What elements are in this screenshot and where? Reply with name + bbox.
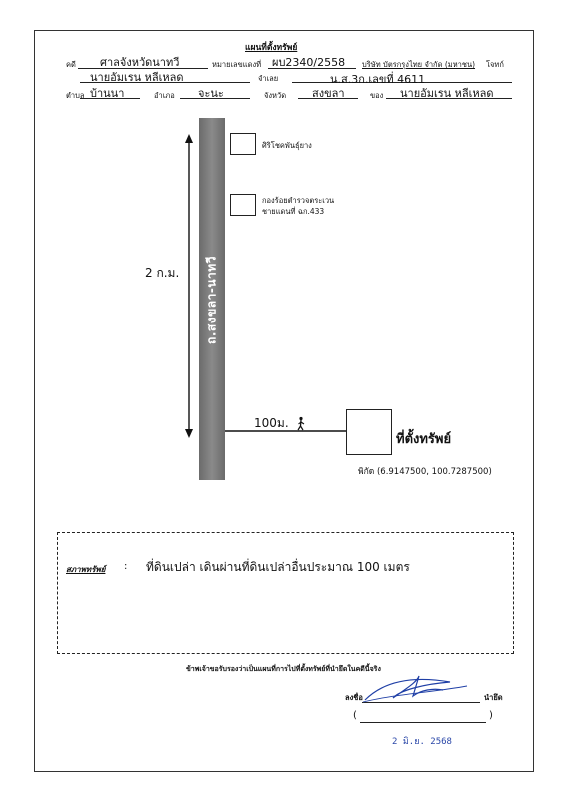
- certification-statement: ข้าพเจ้าขอรับรองว่าเป็นแผนที่การไปที่ตั้งทรัพย์ที่นำยึดในคดีนี้จริง: [186, 665, 381, 673]
- property-condition-colon: :: [124, 561, 128, 572]
- date-stamp: 2 มิ.ย. 2568: [392, 737, 452, 747]
- property-location-label: ที่ตั้งทรัพย์: [396, 432, 452, 447]
- role-label: นำยึด: [484, 693, 503, 702]
- coordinates-label: พิกัด (6.9147500, 100.7287500): [358, 467, 492, 477]
- owner: นายอัมเรน หลีเหลด: [400, 87, 494, 100]
- province: สงขลา: [312, 87, 345, 100]
- property-condition-label: สภาพทรัพย์: [66, 565, 106, 574]
- sign-label: ลงชื่อ: [345, 693, 363, 702]
- subdistrict-label: ตำบล: [66, 91, 85, 100]
- subdistrict: บ้านนา: [90, 87, 125, 100]
- open-paren: (: [353, 710, 357, 721]
- defendant-name: นายอัมเรน หลีเหลด: [90, 71, 184, 84]
- property-condition-text: ที่ดินเปล่า เดินผ่านที่ดินเปล่าอื่นประมาณ 100 เมตร: [146, 560, 410, 574]
- title-deed: น.ส.3ก.เลขที่ 4611: [330, 73, 426, 86]
- property-condition-box: [57, 532, 514, 654]
- document-title: แผนที่ตั้งทรัพย์: [245, 43, 298, 53]
- defendant-label: จำเลย: [258, 74, 279, 83]
- printed-name-line: [360, 722, 486, 723]
- plaintiff-name: บริษัท บัตรกรุงไทย จำกัด (มหาชน): [362, 60, 476, 69]
- province-label: จังหวัด: [264, 91, 287, 100]
- signature-icon: [355, 672, 485, 708]
- road-label: ถ.สงขลา-นาทวี: [204, 256, 219, 344]
- black-no: ผบ2340/2558: [272, 56, 346, 69]
- court-name: ศาลจังหวัดนาทวี: [100, 56, 180, 69]
- property-box: [346, 409, 392, 455]
- plaintiff-label: โจทก์: [486, 60, 504, 69]
- landmark-2-label-line2: ชายแดนที่ ฉก.433: [262, 207, 325, 216]
- district-label: อำเภอ: [154, 91, 175, 100]
- arrow-down-icon: [185, 429, 193, 438]
- landmark-1-label: ศิริโชคพันธุ์ยาง: [262, 141, 312, 150]
- landmark-2-label-line1: กองร้อยตำรวจตระเวน: [262, 196, 335, 205]
- path-distance-label: 100ม.: [254, 416, 289, 430]
- landmark-2-box: [230, 194, 256, 216]
- district: จะนะ: [198, 87, 224, 100]
- landmark-1-box: [230, 133, 256, 155]
- distance-label: 2 ก.ม.: [145, 266, 180, 280]
- walking-person-icon: [298, 417, 304, 430]
- case-label: คดี: [66, 60, 76, 69]
- close-paren: ): [489, 710, 493, 721]
- black-no-label: หมายเลขแดงที่: [212, 60, 262, 69]
- owner-label: ของ: [370, 91, 384, 100]
- arrow-up-icon: [185, 134, 193, 143]
